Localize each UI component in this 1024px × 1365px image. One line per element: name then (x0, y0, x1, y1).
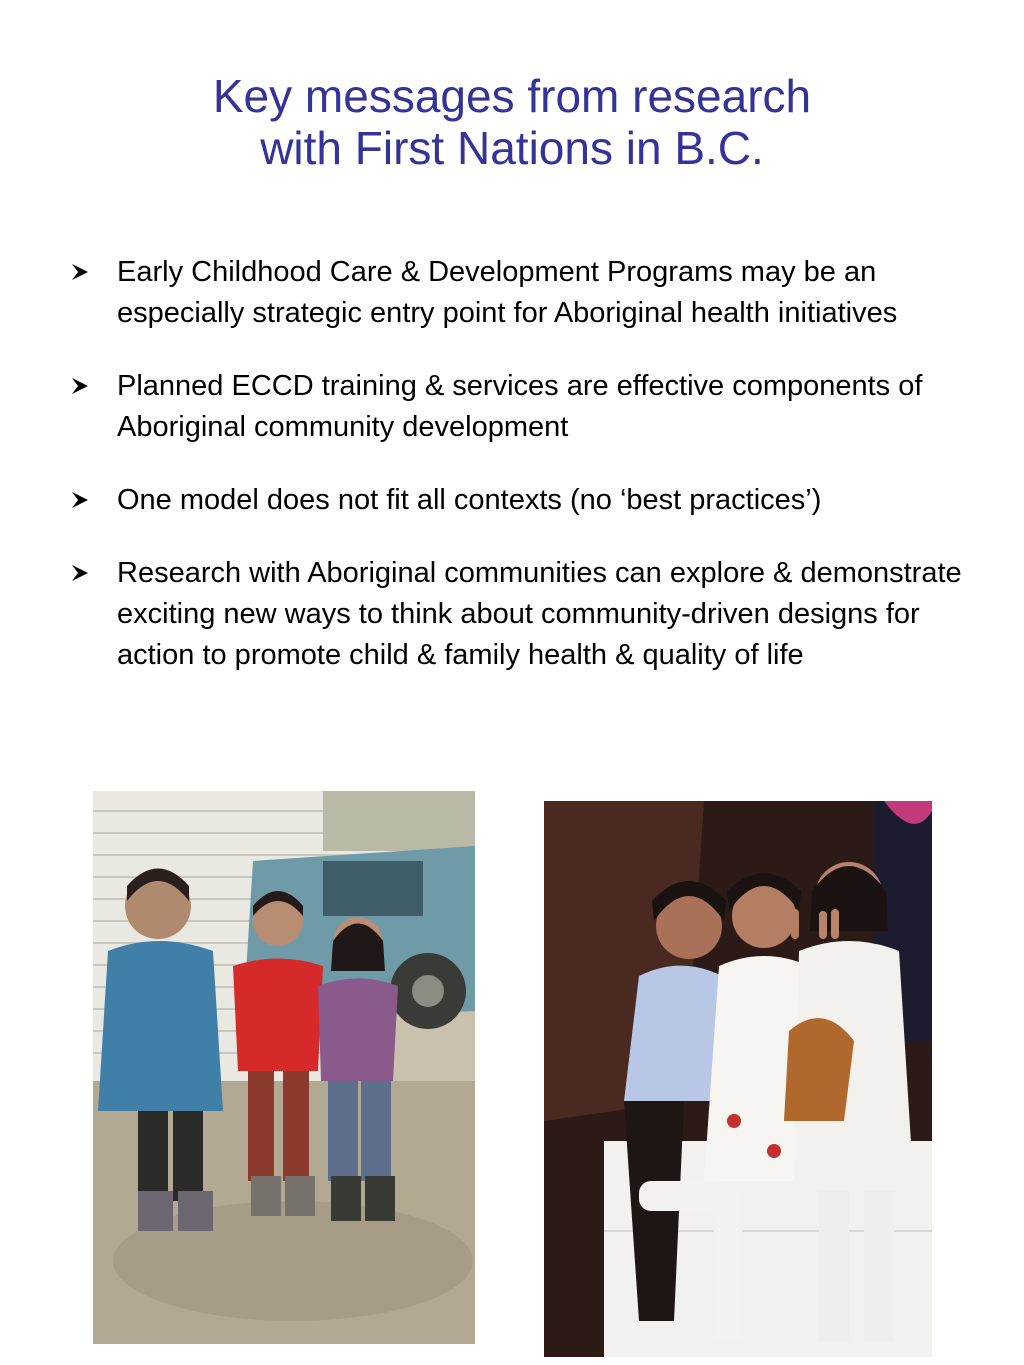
bullet-item (70, 366, 970, 448)
bullet-item (70, 553, 970, 676)
photo-children-outdoors (93, 791, 475, 1344)
arrowhead-bullet-icon (70, 553, 96, 594)
bullet-item (70, 480, 970, 521)
photo-girls-sitting (544, 801, 932, 1357)
bullet-text: Planned ECCD training & services are effective components of Aboriginal community development (117, 370, 923, 443)
bullet-text: One model does not fit all contexts (no ‘best practices’) (117, 484, 822, 516)
slide-title-line-1: Key messages from research (212, 70, 812, 122)
arrowhead-bullet-icon (70, 480, 96, 521)
bullet-text: Early Childhood Care & Development Programs may be an especially strategic entry point for Aboriginal health initiatives (117, 256, 898, 329)
arrowhead-bullet-icon (70, 252, 96, 293)
slide-title (0, 70, 1024, 174)
bullet-text: Research with Aboriginal communities can explore & demonstrate exciting new ways to think about community-driven designs for action to promote child & family health & quality of life (117, 557, 962, 671)
bullet-item (70, 252, 970, 334)
arrowhead-bullet-icon (70, 366, 96, 407)
slide-title-line-2: with First Nations in B.C. (260, 122, 764, 174)
bullet-list (70, 252, 970, 708)
